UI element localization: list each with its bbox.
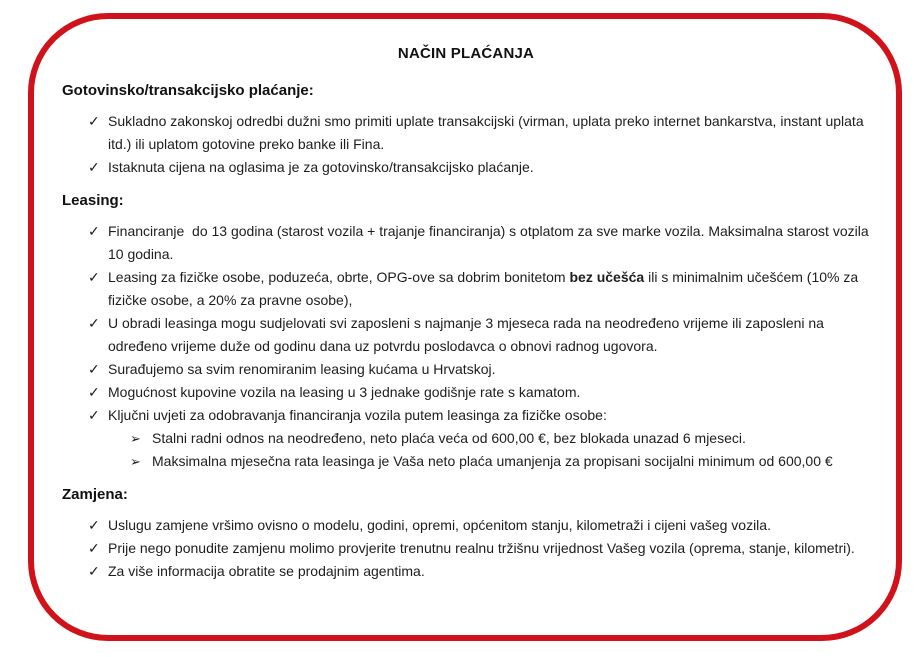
arrow-marker-icon: ➢: [130, 431, 141, 446]
bullet-list-leasing: [62, 220, 873, 473]
check-marker-icon: ✓: [88, 223, 100, 239]
check-marker-icon: ✓: [88, 315, 100, 331]
document-content: [34, 19, 896, 583]
section-heading-zamjena: Zamjena:: [62, 486, 128, 503]
sub-bullet-item: [62, 450, 870, 473]
check-marker-icon: ✓: [88, 407, 100, 423]
bullet-list-gotovinsko: [62, 110, 870, 179]
bullet-item: [62, 514, 870, 537]
bullet-text: Uslugu zamjene vršimo ovisno o modelu, godini, opremi, općenitom stanju, kilometraži i cijeni vašeg vozila.: [108, 517, 771, 533]
bullet-item: [62, 560, 870, 583]
check-marker-icon: ✓: [88, 113, 100, 129]
bullet-item: [62, 537, 870, 560]
section-zamjena: [62, 486, 870, 583]
bullet-text: Financiranje do 13 godina (starost vozila + trajanje financiranja) s otplatom za sve marke vozila. Maksimalna starost vozila 10 godina.: [108, 223, 873, 262]
check-marker-icon: ✓: [88, 517, 100, 533]
section-heading-gotovinsko: Gotovinsko/transakcijsko plaćanje:: [62, 82, 314, 99]
arrow-marker-icon: ➢: [130, 454, 141, 469]
check-marker-icon: ✓: [88, 361, 100, 377]
bullet-text: Sukladno zakonskoj odredbi dužni smo primiti uplate transakcijski (virman, uplata preko internet bankarstva, instant uplata itd.) ili uplatom gotovine preko banke ili Fina.: [108, 113, 868, 152]
section-heading-leasing: Leasing:: [62, 192, 124, 209]
check-marker-icon: ✓: [88, 384, 100, 400]
bullet-text: Mogućnost kupovine vozila na leasing u 3 jednake godišnje rate s kamatom.: [108, 384, 581, 400]
bullet-text: U obradi leasinga mogu sudjelovati svi zaposleni s najmanje 3 mjeseca rada na neodređeno vrijeme ili zaposleni na određeno vrijeme duže od godinu dana uz potvrdu poslodavca o obnovi radnog ugovora.: [108, 315, 828, 354]
section-leasing: [62, 192, 873, 473]
bullet-text: Ključni uvjeti za odobravanja financiranja vozila putem leasinga za fizičke osobe:: [108, 407, 607, 423]
sub-bullet-item: [62, 427, 870, 450]
bullet-text: Za više informacija obratite se prodajnim agentima.: [108, 563, 425, 579]
bullet-text: Stalni radni odnos na neodređeno, neto plaća veća od 600,00 €, bez blokada unazad 6 mjeseci.: [152, 430, 746, 446]
check-marker-icon: ✓: [88, 269, 100, 285]
bullet-item: [62, 312, 870, 358]
sections-container: [62, 82, 873, 583]
document-red-border-frame: [28, 13, 902, 641]
bullet-item: [62, 266, 870, 312]
bullet-text: Istaknuta cijena na oglasima je za gotovinsko/transakcijsko plaćanje.: [108, 159, 534, 175]
bullet-list-zamjena: [62, 514, 870, 583]
bullet-item: [62, 220, 873, 266]
check-marker-icon: ✓: [88, 563, 100, 579]
check-marker-icon: ✓: [88, 540, 100, 556]
bullet-item: [62, 381, 870, 404]
bullet-text: Surađujemo sa svim renomiranim leasing kućama u Hrvatskoj.: [108, 361, 496, 377]
section-gotovinsko: [62, 82, 870, 179]
bullet-item: [62, 404, 870, 427]
page-title: NAČIN PLAĆANJA: [397, 45, 535, 62]
bullet-text: Leasing za fizičke osobe, poduzeća, obrte, OPG-ove sa dobrim bonitetom bez učešća ili s minimalnim učešćem (10% za fizičke osobe, a 20% za pravne osobe),: [108, 269, 863, 308]
bullet-item: [62, 156, 870, 179]
bullet-item: [62, 110, 870, 156]
check-marker-icon: ✓: [88, 159, 100, 175]
bullet-text: Maksimalna mjesečna rata leasinga je Vaša neto plaća umanjenja za propisani socijalni minimum od 600,00 €: [152, 453, 833, 469]
bullet-text: Prije nego ponudite zamjenu molimo provjerite trenutnu realnu tržišnu vrijednost Vašeg vozila (oprema, stanje, kilometri).: [108, 540, 855, 556]
bullet-item: [62, 358, 870, 381]
